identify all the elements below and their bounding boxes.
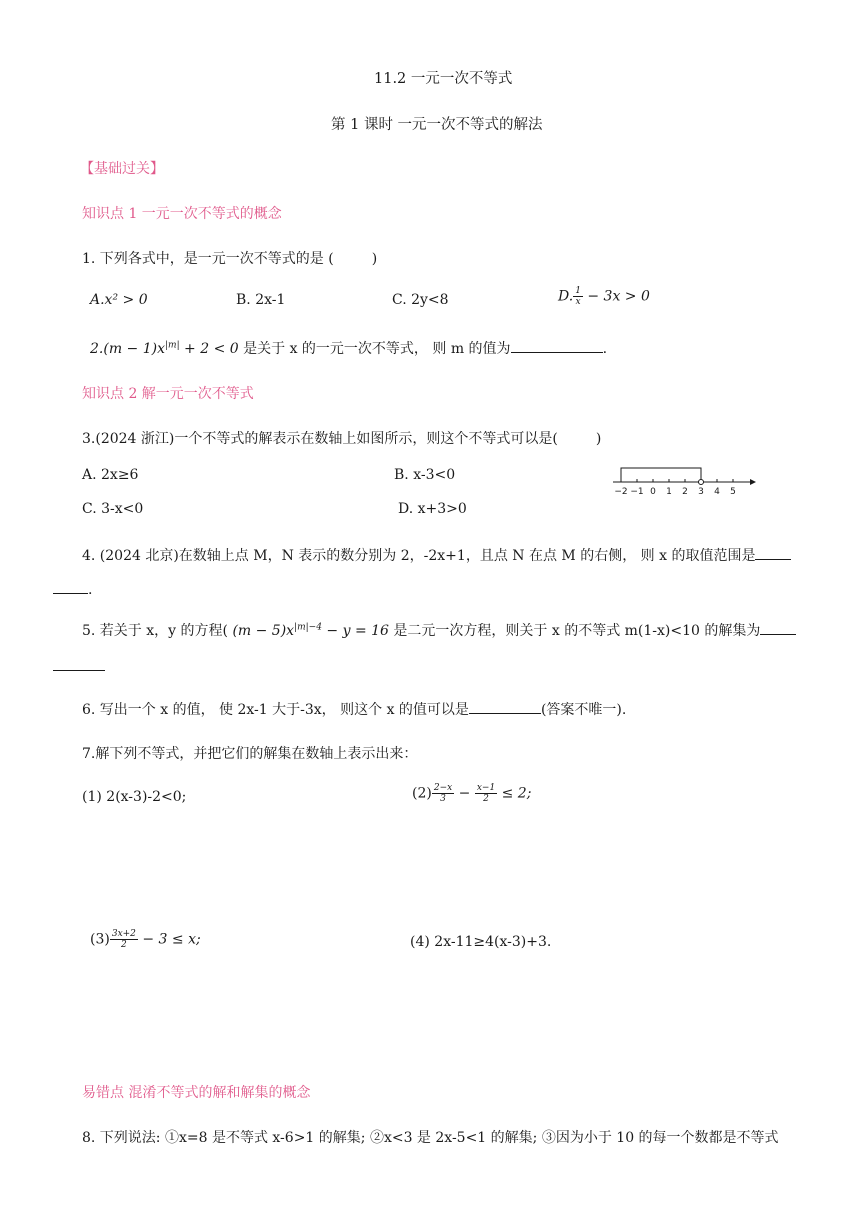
open-endpoint [699,480,704,485]
question-5: 5. 若关于 x，y 的方程( $(m - 5)x^{|m|-4} - y = 16$ 是二元一次方程，则关于 x 的不等式 m(1-x)<10 的解集为 [82,620,796,640]
question-1-close: ) [371,251,378,267]
number-line-tick-label: 3 [698,487,704,497]
answer-blank[interactable] [53,656,105,671]
question-4-cont: . [53,579,92,598]
q1-option-b: B. 2x-1 [236,292,286,308]
lesson-subtitle: 第 1 课时 一元一次不等式的解法 [331,117,543,133]
q3-option-c: C. 3-x<0 [82,501,144,517]
number-line-tick-label: 2 [682,487,688,497]
number-line-arrow [750,479,756,485]
number-line-tick-label: 1 [666,487,672,497]
section-heading-basic: 【基础过关】 [80,161,164,177]
answer-blank[interactable] [469,699,541,714]
number-line-tick-label: 5 [730,487,736,497]
knowledge-point-1: 知识点 1 一元一次不等式的概念 [82,206,282,222]
question-3-stem: 3.(2024 浙江)一个不等式的解表示在数轴上如图所示，则这个不等式可以是( [82,431,558,447]
question-5-cont [53,656,105,675]
question-7: 7.解下列不等式，并把它们的解集在数轴上表示出来： [82,746,418,762]
number-line-figure [610,462,756,498]
document-title: 11.2 一元一次不等式 [374,71,513,87]
question-1-stem: 1. 下列各式中，是一元一次不等式的是 ( [82,251,334,267]
question-2: $2.(m - 1)x^{|m|} + 2 < 0$ 是关于 x 的一元一次不等式， 则 m 的值为 . [90,338,607,358]
answer-blank[interactable] [511,338,603,353]
fraction: $\frac{1}{x}$ [575,286,581,307]
number-line-tick-label: −2 [614,487,628,497]
q1-option-d: D. $\frac{1}{x}$ − 3x > 0 [558,286,650,307]
q7-part-1: (1) 2(x-3)-2<0; [82,789,187,805]
question-4: 4. (2024 北京)在数轴上点 M，N 表示的数分别为 2，-2x+1，且点 N 在点 M 的右侧， 则 x 的取值范围是 [82,545,791,565]
question-6: 6. 写出一个 x 的值， 使 2x-1 大于-3x， 则这个 x 的值可以是 (答案不唯一). [82,699,626,719]
answer-blank[interactable] [760,620,796,635]
question-8: 8. 下列说法: ①x=8 是不等式 x-6>1 的解集; ②x<3 是 2x-5<1 的解集; ③因为小于 10 的每一个数都是不等式 [82,1130,779,1146]
knowledge-point-2: 知识点 2 解一元一次不等式 [82,386,254,402]
q3-option-d: D. x+3>0 [398,501,467,517]
q3-option-a: A. 2x≥6 [82,467,139,483]
q7-part-4: (4) 2x-11≥4(x-3)+3. [410,934,552,950]
error-prone-heading: 易错点 混淆不等式的解和解集的概念 [82,1085,311,1101]
question-1 [82,248,377,268]
q7-part-2: (2) $\frac{2-x}{3}$ − $\frac{x-1}{2}$ ≤ 2; [412,783,532,804]
answer-blank[interactable] [53,579,88,594]
number-line-tick-label: 4 [714,487,720,497]
q1-option-a: A.x² > 0 [90,292,148,308]
question-3: 3.(2024 浙江)一个不等式的解表示在数轴上如图所示，则这个不等式可以是( ) [82,431,602,447]
q7-part-3: (3) $\frac{3x+2}{2}$ − 3 ≤ x; [90,929,201,950]
solution-ray [621,468,701,482]
q3-option-b: B. x-3<0 [394,467,456,483]
number-line-tick-label: 0 [650,487,656,497]
q1-option-c: C. 2y<8 [392,292,449,308]
answer-blank[interactable] [755,545,791,560]
number-line-tick-label: −1 [630,487,644,497]
